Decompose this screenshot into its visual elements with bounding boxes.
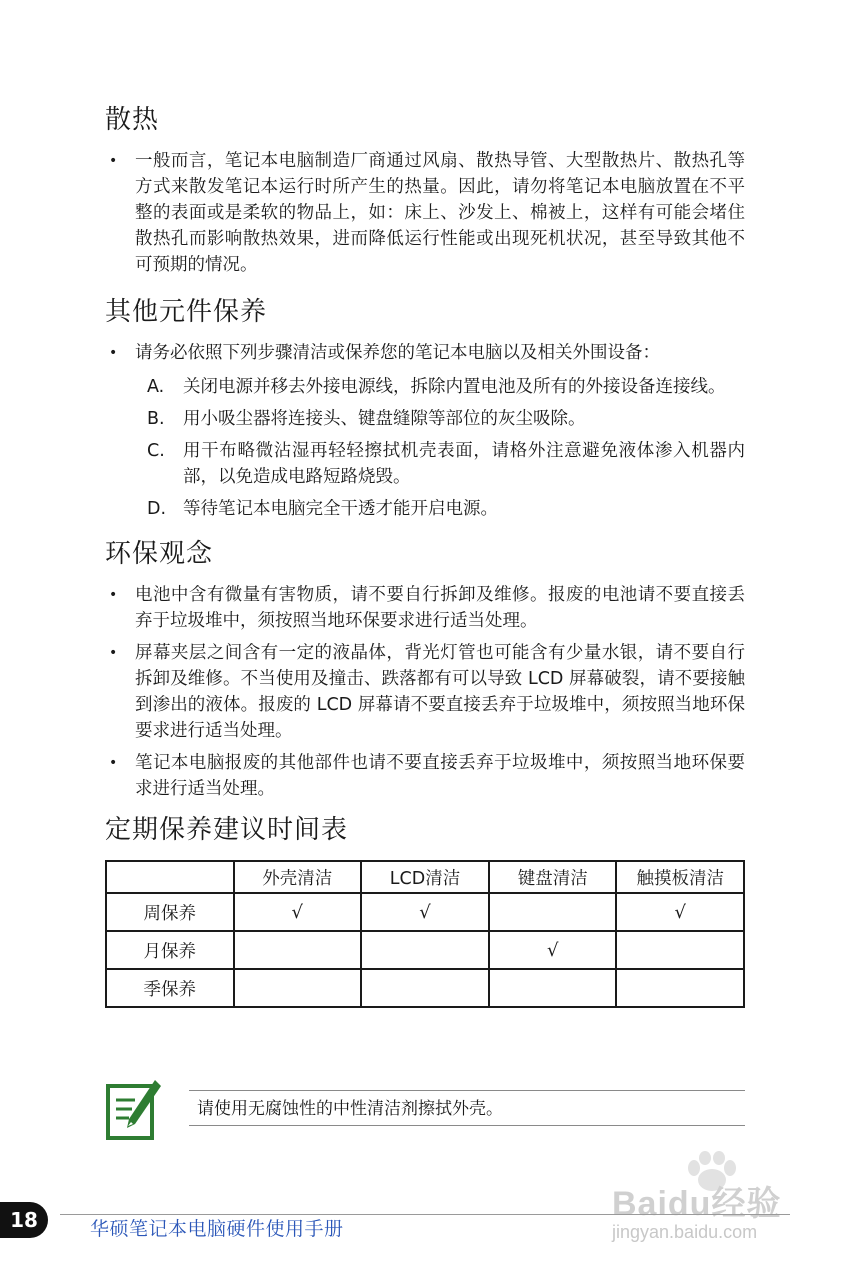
step-item [105,496,745,522]
table-cell: √ [234,893,362,931]
step-item [105,406,745,432]
section-other-care [105,292,745,522]
table-header-row [106,861,744,893]
step-text: 用干布略微沾湿再轻轻擦拭机壳表面，请格外注意避免液体渗入机器内部，以免造成电路短路烧毁。 [183,441,745,487]
bullet-item: • 屏幕夹层之间含有一定的液晶体，背光灯管也可能含有少量水银，请不要自行拆卸及维修。不当使用及撞击、跌落都有可以导致 LCD 屏幕破裂，请不要接触到渗出的液体。报废的 LCD 屏幕请不要直接丢弃于垃圾堆中，须按照当地环保要求进行适当处理。 [105,640,745,744]
step-text: 用小吸尘器将连接头、键盘缝隙等部位的灰尘吸除。 [183,409,586,429]
table-cell [616,969,744,1007]
section-environment [105,534,745,802]
step-item [105,438,745,490]
step-letter: C. [147,441,165,461]
section-title-schedule: 定期保养建议时间表 [105,815,349,845]
table-row [106,931,744,969]
baidu-watermark [612,1150,802,1250]
other-care-bullet-list [105,340,745,366]
bullet-item: • 一般而言，笔记本电脑制造厂商通过风扇、散热导管、大型散热片、散热孔等方式来散发笔记本运行时所产生的热量。因此，请勿将笔记本电脑放置在不平整的表面或是柔软的物品上，如：床上、沙发上、棉被上，这样有可能会堵住散热孔而影响散热效果，进而降低运行性能或出现死机状况，甚至导致其他不可预期的情况。 [105,148,745,278]
table-header-cell [106,861,234,893]
step-item [105,374,745,400]
row-label-cell: 周保养 [106,893,234,931]
care-steps-list [105,374,745,522]
watermark-url: jingyan.baidu.com [612,1222,758,1242]
section-schedule [105,810,745,1008]
page-content [105,100,745,1008]
table-cell [489,969,617,1007]
table-row [106,969,744,1007]
maintenance-schedule-table [105,860,745,1008]
table-header-cell: LCD清洁 [361,861,489,893]
section-title-environment: 环保观念 [105,539,214,569]
section-cooling [105,100,745,278]
bullet-item: • 笔记本电脑报废的其他部件也请不要直接丢弃于垃圾堆中，须按照当地环保要求进行适当处理。 [105,750,745,802]
table-header-cell: 触摸板清洁 [616,861,744,893]
step-text: 等待笔记本电脑完全干透才能开启电源。 [183,499,498,519]
table-header-cell: 外壳清洁 [234,861,362,893]
environment-bullet-list [105,582,745,802]
table-header-cell: 键盘清洁 [489,861,617,893]
section-title-other-care: 其他元件保养 [105,297,268,327]
table-cell [234,969,362,1007]
table-cell: √ [489,931,617,969]
bullet-item: • 电池中含有微量有害物质，请不要自行拆卸及维修。报废的电池请不要直接丢弃于垃圾堆中，须按照当地环保要求进行适当处理。 [105,582,745,634]
cooling-bullet-list [105,148,745,278]
table-cell [361,931,489,969]
row-label-cell: 月保养 [106,931,234,969]
note-pencil-icon [105,1078,161,1142]
footer-manual-title: 华硕笔记本电脑硬件使用手册 [90,1218,344,1240]
note-callout [105,1078,745,1144]
table-cell: √ [361,893,489,931]
table-cell: √ [616,893,744,931]
step-text: 关闭电源并移去外接电源线，拆除内置电池及所有的外接设备连接线。 [183,377,726,397]
table-cell [361,969,489,1007]
row-label-cell: 季保养 [106,969,234,1007]
section-title-cooling: 散热 [105,105,160,135]
note-text: 请使用无腐蚀性的中性清洁剂擦拭外壳。 [189,1090,745,1126]
watermark-brand: Baidu经验 [612,1185,782,1223]
table-cell [616,931,744,969]
page-number-badge: 18 [0,1202,48,1238]
step-letter: D. [147,499,167,519]
table-cell [489,893,617,931]
table-cell [234,931,362,969]
step-letter: A. [147,377,165,397]
bullet-item: • 请务必依照下列步骤清洁或保养您的笔记本电脑以及相关外围设备： [105,340,745,366]
step-letter: B. [147,409,165,429]
table-row [106,893,744,931]
